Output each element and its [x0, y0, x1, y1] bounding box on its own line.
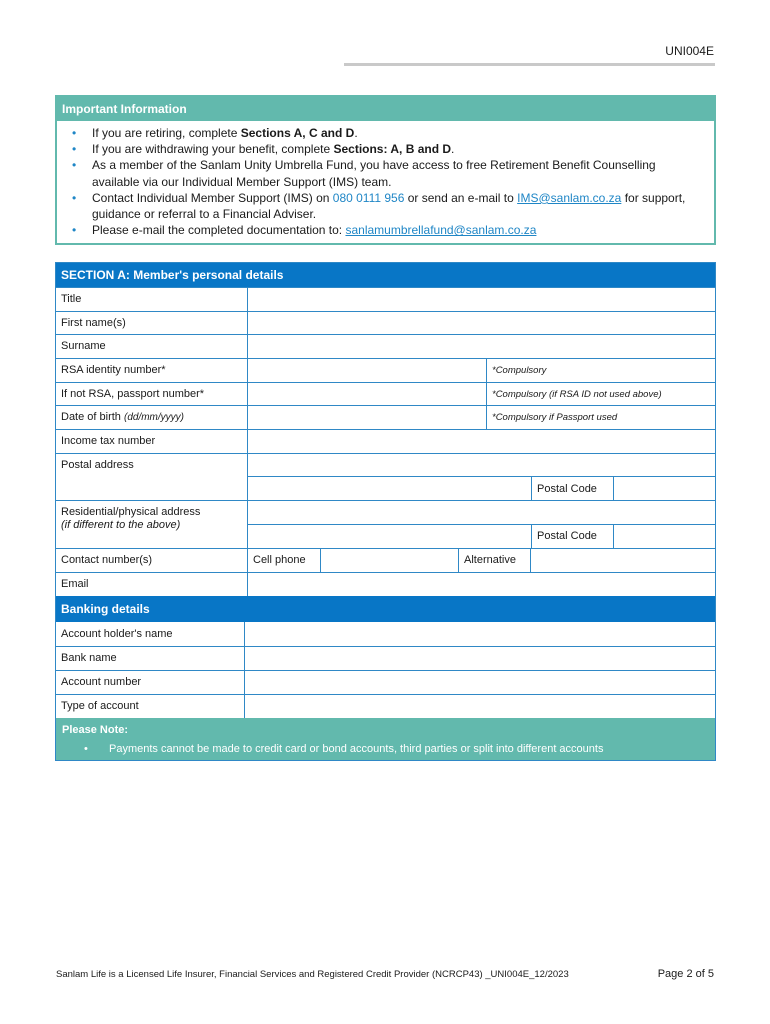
first-names-input[interactable]	[248, 312, 715, 333]
info-text: .	[451, 142, 455, 157]
page-number: Page 2 of 5	[657, 968, 714, 980]
label-title: Title	[61, 293, 82, 305]
document-code: UNI004E	[665, 44, 714, 58]
important-info-list	[57, 121, 714, 238]
title-input[interactable]	[248, 288, 715, 310]
residential-postal-code-input[interactable]	[614, 525, 715, 547]
label-surname: Surname	[61, 340, 106, 352]
postal-address-line1-input[interactable]	[248, 454, 715, 475]
info-bold-text: Sections: A, B and D	[333, 142, 452, 157]
label-dob-text: Date of birth	[61, 411, 121, 423]
income-tax-input[interactable]	[248, 430, 715, 452]
info-text: Please e-mail the completed documentation to:	[92, 223, 346, 238]
account-type-input[interactable]	[245, 695, 715, 717]
label-residential-note: (if different to the above)	[61, 519, 181, 531]
label-postal-code: Postal Code	[537, 530, 597, 542]
label-income-tax: Income tax number	[61, 435, 156, 447]
info-item-counselling	[72, 157, 706, 189]
cell-phone-input[interactable]	[321, 549, 457, 571]
label-account-number: Account number	[61, 676, 142, 688]
alternative-number-input[interactable]	[531, 549, 715, 571]
section-a-title: SECTION A: Member's personal details	[56, 263, 715, 287]
important-info-title: Important Information	[57, 97, 714, 121]
postal-address-line2-input[interactable]	[248, 477, 530, 499]
info-text: for support, guidance or referral to a Financial Adviser.	[92, 190, 686, 222]
please-note-title: Please Note:	[62, 724, 129, 736]
label-first-names: First name(s)	[61, 317, 126, 329]
passport-input[interactable]	[248, 383, 485, 404]
label-passport: If not RSA, passport number*	[61, 388, 205, 400]
bullet-icon: •	[84, 743, 88, 755]
label-account-holder: Account holder's name	[61, 628, 173, 640]
please-note-item	[84, 743, 604, 755]
info-text: Contact Individual Member Support (IMS) on	[92, 190, 333, 205]
member-details-form	[55, 262, 716, 761]
residential-address-line1-input[interactable]	[248, 501, 715, 523]
label-postal-code: Postal Code	[537, 483, 597, 495]
label-email: Email	[61, 578, 89, 590]
info-item-withdrawing	[72, 141, 706, 157]
info-item-contact-ims	[72, 190, 706, 222]
column-divider	[458, 548, 459, 572]
info-text: If you are retiring, complete	[92, 126, 241, 140]
dob-input[interactable]	[248, 406, 485, 428]
bank-name-input[interactable]	[245, 647, 715, 669]
note-rsa-id-compulsory: *Compulsory	[492, 365, 547, 376]
account-number-input[interactable]	[245, 671, 715, 693]
postal-code-input[interactable]	[614, 477, 715, 499]
important-info-box	[55, 95, 716, 245]
column-divider	[531, 524, 532, 548]
label-residential-address: Residential/physical address	[61, 506, 201, 518]
header-divider	[344, 63, 715, 66]
label-rsa-id: RSA identity number*	[61, 364, 166, 376]
note-passport-compulsory: *Compulsory (if RSA ID not used above)	[492, 389, 662, 400]
banking-details-title: Banking details	[56, 596, 715, 622]
info-text: As a member of the Sanlam Unity Umbrella Fund, you have access to free Retirement Benefit Counselling available via our Individual Member Support (IMS) team.	[92, 158, 656, 189]
label-bank-name: Bank name	[61, 652, 117, 664]
info-text: .	[354, 126, 358, 140]
label-alternative: Alternative	[464, 554, 516, 566]
ims-phone-number[interactable]: 080 0111 956	[332, 190, 405, 205]
please-note-text: Payments cannot be made to credit card or bond accounts, third parties or split into different accounts	[109, 743, 604, 755]
ims-email-link[interactable]: IMS@sanlam.co.za	[517, 190, 622, 205]
label-postal-address: Postal address	[61, 459, 134, 471]
please-note-band	[56, 718, 715, 760]
label-account-type: Type of account	[61, 700, 139, 712]
label-dob	[61, 411, 184, 423]
account-holder-input[interactable]	[245, 623, 715, 645]
info-text: or send an e-mail to	[404, 190, 518, 205]
note-dob-compulsory: *Compulsory if Passport used	[492, 412, 618, 423]
info-bold-text: Sections A, C and D	[240, 126, 355, 140]
label-dob-format: (dd/mm/yyyy)	[123, 412, 184, 423]
label-contact-numbers: Contact number(s)	[61, 554, 153, 566]
column-divider	[531, 476, 532, 500]
column-divider	[486, 358, 487, 429]
surname-input[interactable]	[248, 335, 715, 357]
fund-email-link[interactable]: sanlamumbrellafund@sanlam.co.za	[345, 223, 537, 238]
label-cell-phone: Cell phone	[253, 554, 306, 566]
footer-disclaimer: Sanlam Life is a Licensed Life Insurer, Financial Services and Registered Credit Provider (NCRCP43) _UNI004E_12/2023	[56, 969, 569, 980]
info-item-retiring	[72, 125, 706, 141]
info-item-email-docs	[72, 222, 706, 238]
email-input[interactable]	[248, 573, 715, 595]
residential-address-line2-input[interactable]	[248, 525, 530, 547]
info-text: If you are withdrawing your benefit, complete	[92, 142, 334, 157]
rsa-id-input[interactable]	[248, 359, 485, 381]
